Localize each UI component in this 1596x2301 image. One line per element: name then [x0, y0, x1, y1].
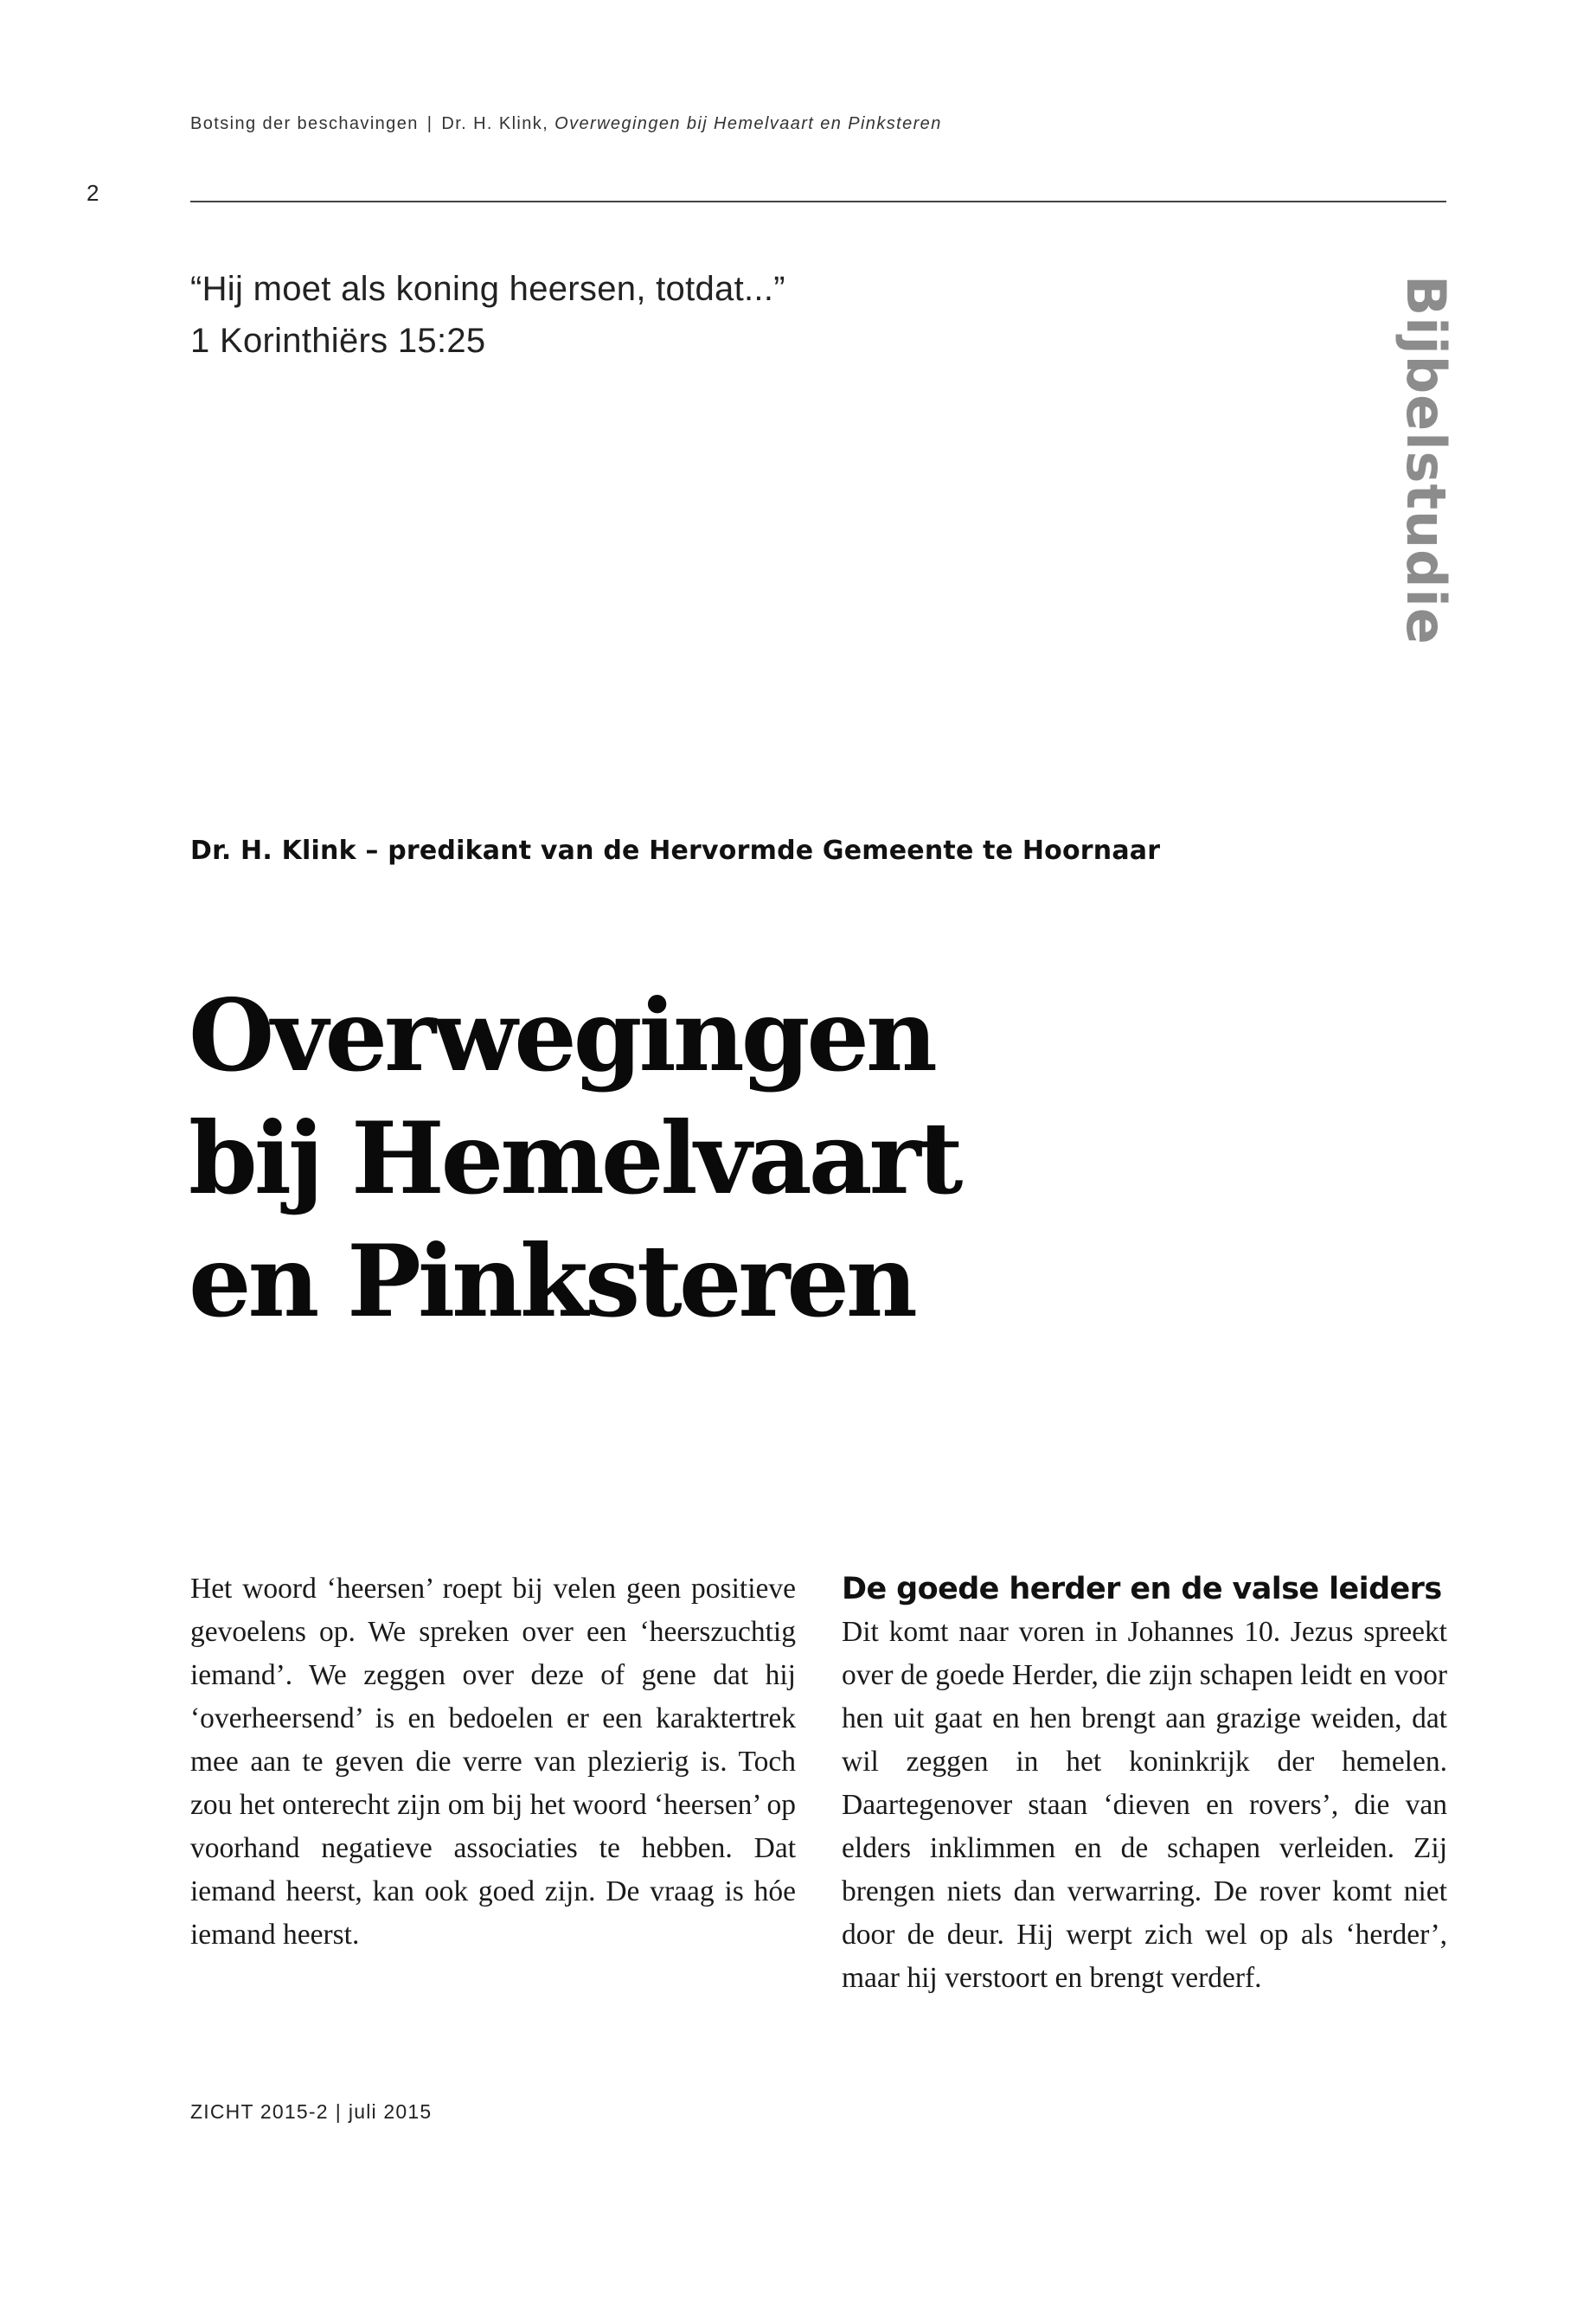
- header-separator: |: [426, 114, 433, 133]
- header-rule: [190, 201, 1446, 202]
- header-publication: Botsing der beschavingen: [190, 114, 419, 133]
- header-article-title: Overwegingen bij Hemelvaart en Pinksteren: [554, 114, 942, 133]
- body-column-right: [842, 1567, 1447, 2000]
- footer-separator: |: [335, 2100, 342, 2123]
- body-column-left: [190, 1567, 796, 1957]
- epigraph: [190, 263, 785, 367]
- footer: [190, 2100, 432, 2124]
- article-title: [189, 974, 959, 1343]
- running-header: [190, 114, 942, 134]
- page-number: 2: [87, 180, 99, 206]
- title-line-3: en Pinksteren: [189, 1223, 914, 1339]
- epigraph-reference: 1 Korinthiërs 15:25: [190, 322, 486, 360]
- header-author: Dr. H. Klink,: [441, 114, 549, 133]
- epigraph-quote: “Hij moet als koning heersen, totdat...”: [190, 270, 785, 308]
- subsection-heading: De goede herder en de valse leiders: [842, 1572, 1442, 1606]
- section-label: Bijbelstudie: [1394, 275, 1458, 645]
- footer-issue: ZICHT 2015-2: [190, 2100, 329, 2123]
- title-line-1: Overwegingen: [189, 977, 934, 1093]
- subsection-paragraph: Dit komt naar voren in Johannes 10. Jezus spreekt over de goede Herder, die zijn schapen leidt en voor hen uit gaat en hen brengt aan grazige weiden, dat wil zeggen in het koninkrijk der hemelen. Daartegenover staan ‘dieven en rovers’, die van elders inklimmen en de schapen verleiden. Zij brengen niets dan verwarring. De rover komt niet door de deur. Hij werpt zich wel op als ‘herder’, maar hij verstoort en brengt verderf.: [842, 1616, 1447, 1994]
- footer-date: juli 2015: [348, 2100, 433, 2123]
- intro-paragraph: Het woord ‘heersen’ roept bij velen geen positieve gevoelens op. We spreken over een ‘heerszuchtig iemand’. We zeggen over deze of gene dat hij ‘overheersend’ is en bedoelen er een karaktertrek mee aan te geven die verre van plezierig is. Toch zou het onterecht zijn om bij het woord ‘heersen’ op voorhand negatieve associaties te hebben. Dat iemand heerst, kan ook goed zijn. De vraag is hóe iemand heerst.: [190, 1573, 796, 1951]
- byline: Dr. H. Klink – predikant van de Hervormde Gemeente te Hoornaar: [190, 836, 1161, 866]
- title-line-2: bij Hemelvaart: [189, 1100, 960, 1216]
